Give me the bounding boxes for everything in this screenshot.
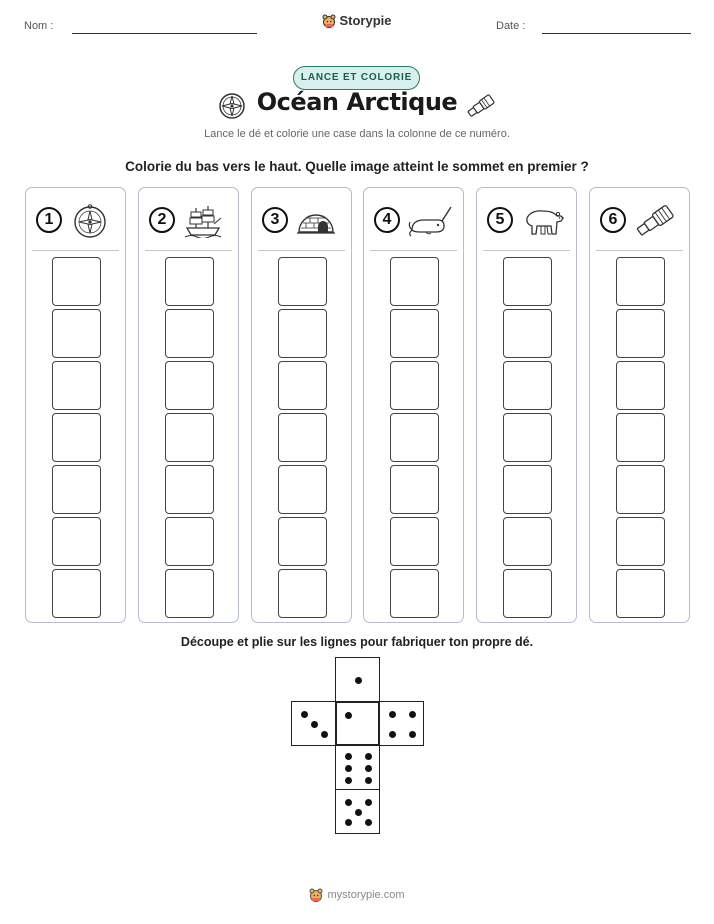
die-instruction: Découpe et plie sur les lignes pour fabriquer ton propre dé. (180, 635, 534, 649)
die-face-1 (335, 657, 380, 702)
column-1 (25, 187, 126, 623)
color-cell[interactable] (165, 257, 214, 306)
pip (345, 753, 352, 760)
footer-url[interactable]: mystorypie.com (327, 889, 405, 901)
color-cell[interactable] (616, 361, 665, 410)
page-title: Océan Arctique (256, 88, 458, 116)
pip (345, 765, 352, 772)
name-line[interactable] (72, 33, 257, 34)
narwhal-icon (408, 204, 452, 238)
pip (321, 731, 328, 738)
color-cell[interactable] (278, 465, 327, 514)
pip (345, 799, 352, 806)
color-cell[interactable] (278, 569, 327, 618)
color-cell[interactable] (616, 257, 665, 306)
color-cell[interactable] (278, 413, 327, 462)
color-cell[interactable] (390, 465, 439, 514)
color-cell[interactable] (52, 309, 101, 358)
compass-icon (70, 204, 110, 238)
column-divider (370, 250, 457, 251)
column-divider (483, 250, 570, 251)
column-3 (251, 187, 352, 623)
die-face-5 (335, 789, 380, 834)
color-cell[interactable] (278, 309, 327, 358)
brand-name: Storypie (339, 13, 392, 28)
name-label: Nom : (24, 20, 54, 32)
color-cell[interactable] (278, 257, 327, 306)
column-divider (32, 250, 119, 251)
column-2 (138, 187, 239, 623)
color-cell[interactable] (390, 257, 439, 306)
color-cell[interactable] (503, 569, 552, 618)
pip (355, 677, 362, 684)
instruction: Colorie du bas vers le haut. Quelle image atteint le sommet en premier ? (125, 159, 589, 174)
color-cell[interactable] (616, 413, 665, 462)
pip (365, 777, 372, 784)
igloo-icon (296, 204, 336, 238)
column-divider (596, 250, 683, 251)
color-cell[interactable] (616, 517, 665, 566)
die-face-4 (379, 701, 424, 746)
column-number: 1 (36, 207, 62, 233)
spyglass-icon (466, 92, 496, 120)
color-cell[interactable] (616, 309, 665, 358)
column-number: 6 (600, 207, 626, 233)
column-divider (258, 250, 345, 251)
color-cell[interactable] (390, 413, 439, 462)
pip (345, 712, 352, 719)
color-cell[interactable] (165, 569, 214, 618)
pip (409, 731, 416, 738)
color-cell[interactable] (390, 309, 439, 358)
pip (365, 799, 372, 806)
color-cell[interactable] (503, 361, 552, 410)
storypie-logo-icon (309, 888, 323, 902)
die-face-6 (335, 745, 380, 790)
column-divider (145, 250, 232, 251)
date-line[interactable] (542, 33, 691, 34)
column-number: 3 (262, 207, 288, 233)
activity-badge: LANCE ET COLORIE (293, 66, 420, 90)
color-cell[interactable] (503, 309, 552, 358)
pip (365, 819, 372, 826)
pip (389, 731, 396, 738)
pip (345, 777, 352, 784)
pip (355, 809, 362, 816)
color-cell[interactable] (503, 413, 552, 462)
spyglass-icon (634, 204, 676, 238)
color-cell[interactable] (616, 569, 665, 618)
color-cell[interactable] (390, 517, 439, 566)
storypie-logo-icon (322, 14, 336, 28)
pip (365, 753, 372, 760)
color-cell[interactable] (165, 361, 214, 410)
column-4 (363, 187, 464, 623)
pip (311, 721, 318, 728)
brand (0, 13, 714, 31)
color-cell[interactable] (52, 413, 101, 462)
color-cell[interactable] (52, 517, 101, 566)
column-number: 4 (374, 207, 400, 233)
pip (409, 711, 416, 718)
polar-bear-icon (521, 204, 565, 238)
color-cell[interactable] (390, 569, 439, 618)
column-6 (589, 187, 690, 623)
color-cell[interactable] (52, 257, 101, 306)
color-cell[interactable] (503, 257, 552, 306)
color-cell[interactable] (165, 517, 214, 566)
color-cell[interactable] (52, 465, 101, 514)
column-number: 2 (149, 207, 175, 233)
color-cell[interactable] (390, 361, 439, 410)
date-label: Date : (496, 20, 526, 32)
ship-icon (183, 204, 223, 238)
color-cell[interactable] (278, 517, 327, 566)
color-cell[interactable] (616, 465, 665, 514)
pip (365, 765, 372, 772)
footer (0, 888, 714, 905)
color-cell[interactable] (503, 517, 552, 566)
die-face-3 (291, 701, 336, 746)
pip (389, 711, 396, 718)
die-face-1 (335, 701, 380, 746)
pip (345, 819, 352, 826)
color-cell[interactable] (503, 465, 552, 514)
subtitle: Lance le dé et colorie une case dans la colonne de ce numéro. (204, 128, 510, 140)
color-cell[interactable] (52, 569, 101, 618)
pip (301, 711, 308, 718)
column-number: 5 (487, 207, 513, 233)
color-cell[interactable] (165, 465, 214, 514)
color-cell[interactable] (52, 361, 101, 410)
color-cell[interactable] (165, 413, 214, 462)
column-5 (476, 187, 577, 623)
color-cell[interactable] (165, 309, 214, 358)
color-cell[interactable] (278, 361, 327, 410)
